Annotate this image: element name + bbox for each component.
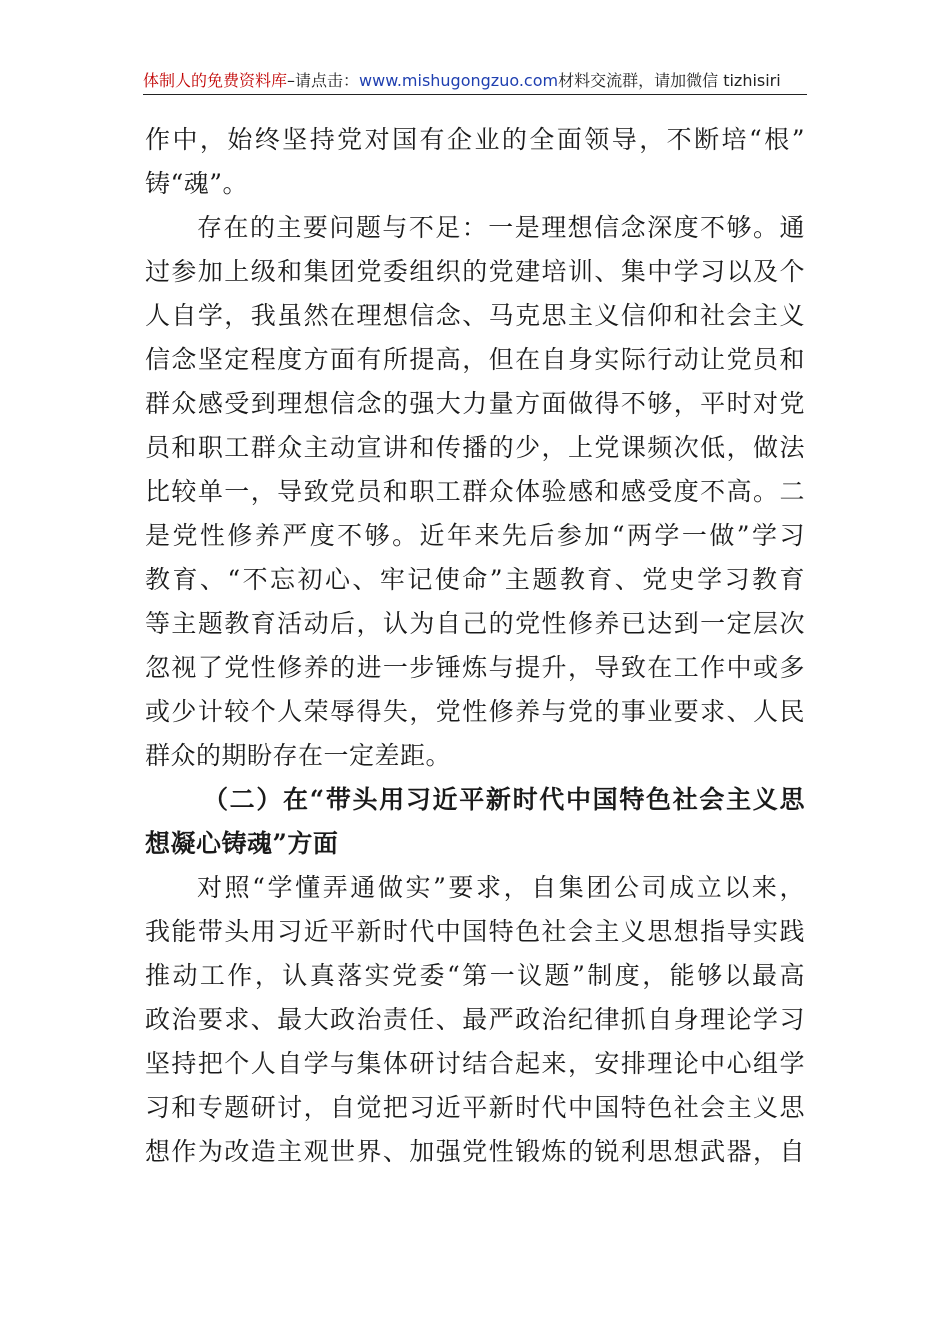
section-heading-cont: 想凝心铸魂”方面	[145, 829, 339, 858]
text-line: 我能带头用习近平新时代中国特色社会主义思想指导实践	[145, 917, 805, 946]
text-line: 想作为改造主观世界、加强党性锻炼的锐利思想武器，自	[145, 1137, 805, 1166]
text-line: 忽视了党性修养的进一步锤炼与提升，导致在工作中或多	[145, 653, 805, 682]
text-line: 政治要求、最大政治责任、最严政治纪律抓自身理论学习	[145, 1005, 805, 1034]
text-line: 比较单一，导致党员和职工群众体验感和感受度不高。二	[145, 477, 805, 506]
text-line: 等主题教育活动后，认为自己的党性修养已达到一定层次	[145, 609, 805, 638]
text-line: 铸“魂”。	[145, 169, 249, 198]
section-heading: （二）在“带头用习近平新时代中国特色社会主义思	[203, 785, 805, 814]
text-line: 习和专题研讨，自觉把习近平新时代中国特色社会主义思	[145, 1093, 805, 1122]
text-line: 群众的期盼存在一定差距。	[145, 741, 452, 770]
text-line: 是党性修养严度不够。近年来先后参加“两学一做”学习	[145, 521, 805, 550]
text-line: 坚持把个人自学与集体研讨结合起来，安排理论中心组学	[145, 1049, 805, 1078]
document-body	[145, 118, 805, 1174]
text-line: 或少计较个人荣辱得失，党性修养与党的事业要求、人民	[145, 697, 805, 726]
text-line: 教育、“不忘初心、牢记使命”主题教育、党史学习教育	[145, 565, 805, 594]
header-prompt: –请点击：	[287, 71, 360, 90]
page-header	[143, 68, 807, 95]
text-line: 信念坚定程度方面有所提高，但在自身实际行动让党员和	[145, 345, 805, 374]
text-line: 对照“学懂弄通做实”要求，自集团公司成立以来，	[197, 873, 805, 902]
text-line: 员和职工群众主动宣讲和传播的少，上党课频次低，做法	[145, 433, 805, 462]
text-line: 人自学，我虽然在理想信念、马克思主义信仰和社会主义	[145, 301, 805, 330]
header-tail: 材料交流群，请加微信 tizhisiri	[558, 71, 781, 90]
text-line: 作中，始终坚持党对国有企业的全面领导，不断培“根”	[145, 125, 805, 154]
header-brand: 体制人的免费资料库	[143, 71, 288, 90]
header-url-link[interactable]: www.mishugongzuo.com	[359, 71, 559, 90]
text-line: 群众感受到理想信念的强大力量方面做得不够，平时对党	[145, 389, 805, 418]
text-line: 推动工作，认真落实党委“第一议题”制度，能够以最高	[145, 961, 805, 990]
text-line: 过参加上级和集团党委组织的党建培训、集中学习以及个	[145, 257, 805, 286]
text-line: 存在的主要问题与不足：一是理想信念深度不够。通	[197, 213, 805, 242]
